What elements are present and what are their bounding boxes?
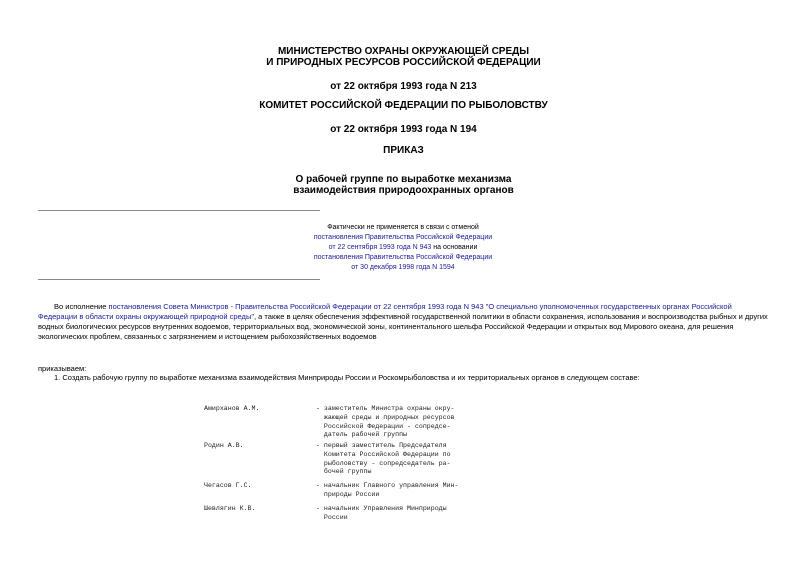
ministry-heading [0, 46, 807, 68]
member-name: Чегасов Г.С. [204, 482, 252, 489]
note-top-divider [38, 210, 320, 211]
member-name: Родин А.В. [204, 442, 244, 449]
committee-order-date: от 22 октября 1993 года N 194 [330, 124, 477, 135]
title-line-1: О рабочей группе по выработке механизма [295, 174, 512, 185]
order-word: приказываем: [38, 364, 87, 373]
item-1-text: 1. Создать рабочую группу по выработке механизма взаимодействия Минприроды России и Роскомрыболовства и их территориальных органов в следующем составе: [54, 373, 640, 382]
status-note-link-1[interactable]: постановления Правительства Российской Федерации [313, 233, 493, 241]
member-role: - первый заместитель Председателя Комитета Российской Федерации по рыболовству - сопредседатель ра- бочей группы [316, 442, 451, 476]
document-title [0, 174, 807, 196]
committee-heading: КОМИТЕТ РОССИЙСКОЙ ФЕДЕРАЦИИ ПО РЫБОЛОВСТВУ [259, 100, 548, 111]
member-name: Шевлягин К.В. [204, 505, 256, 512]
member-name: Амирханов А.М. [204, 405, 260, 412]
member-role: - начальник Управления Минприроды России [316, 505, 447, 521]
preamble-paragraph [38, 302, 771, 342]
document-type: ПРИКАЗ [383, 145, 424, 156]
member-role: - начальник Главного управления Мин- природы России [316, 482, 459, 498]
status-note-link-4[interactable]: от 30 декабря 1998 года N 1594 [351, 263, 455, 271]
preamble-prefix: Во исполнение [54, 302, 109, 311]
status-note-line-3-rest: на основании [431, 243, 478, 251]
status-note-link-2[interactable]: от 22 сентября 1993 года N 943 [328, 243, 432, 251]
note-bottom-divider [38, 279, 320, 280]
member-role: - заместитель Министра охраны окру- жающей среды и природных ресурсов Российской Федерации - сопредсе- датель рабочей группы [316, 405, 455, 439]
ministry-line-2: И ПРИРОДНЫХ РЕСУРСОВ РОССИЙСКОЙ ФЕДЕРАЦИИ [266, 57, 541, 68]
status-note-line-1: Фактически не применяется в связи с отменой [327, 224, 479, 231]
ministry-line-1: МИНИСТЕРСТВО ОХРАНЫ ОКРУЖАЮЩЕЙ СРЕДЫ [277, 46, 530, 57]
ministry-order-date: от 22 октября 1993 года N 213 [330, 81, 477, 92]
preamble-decree-link[interactable]: постановления Совета Министров - Правительства Российской Федерации от 22 сентября 1993 года N 943 "О специально уполномоченных государственных органах Российской Федерации в области охраны окружающей природной среды" [38, 302, 732, 321]
preamble-text: , а также в целях обеспечения эффективной государственной политики в области сохранения, использования и воспроизводства рыбных и других водных биологических ресурсов внутренних водоемов, территориальных вод, экономической зоны, континентального шельфа Российской Федерации и открытых вод Мирового океана, для решения экологических проблем, связанных с загрязнением и истощением рыбохозяйственных водоемов [38, 312, 768, 341]
title-line-2: взаимодействия природоохранных органов [293, 185, 514, 196]
status-note [303, 223, 503, 273]
status-note-link-3[interactable]: постановления Правительства Российской Федерации [313, 253, 493, 261]
